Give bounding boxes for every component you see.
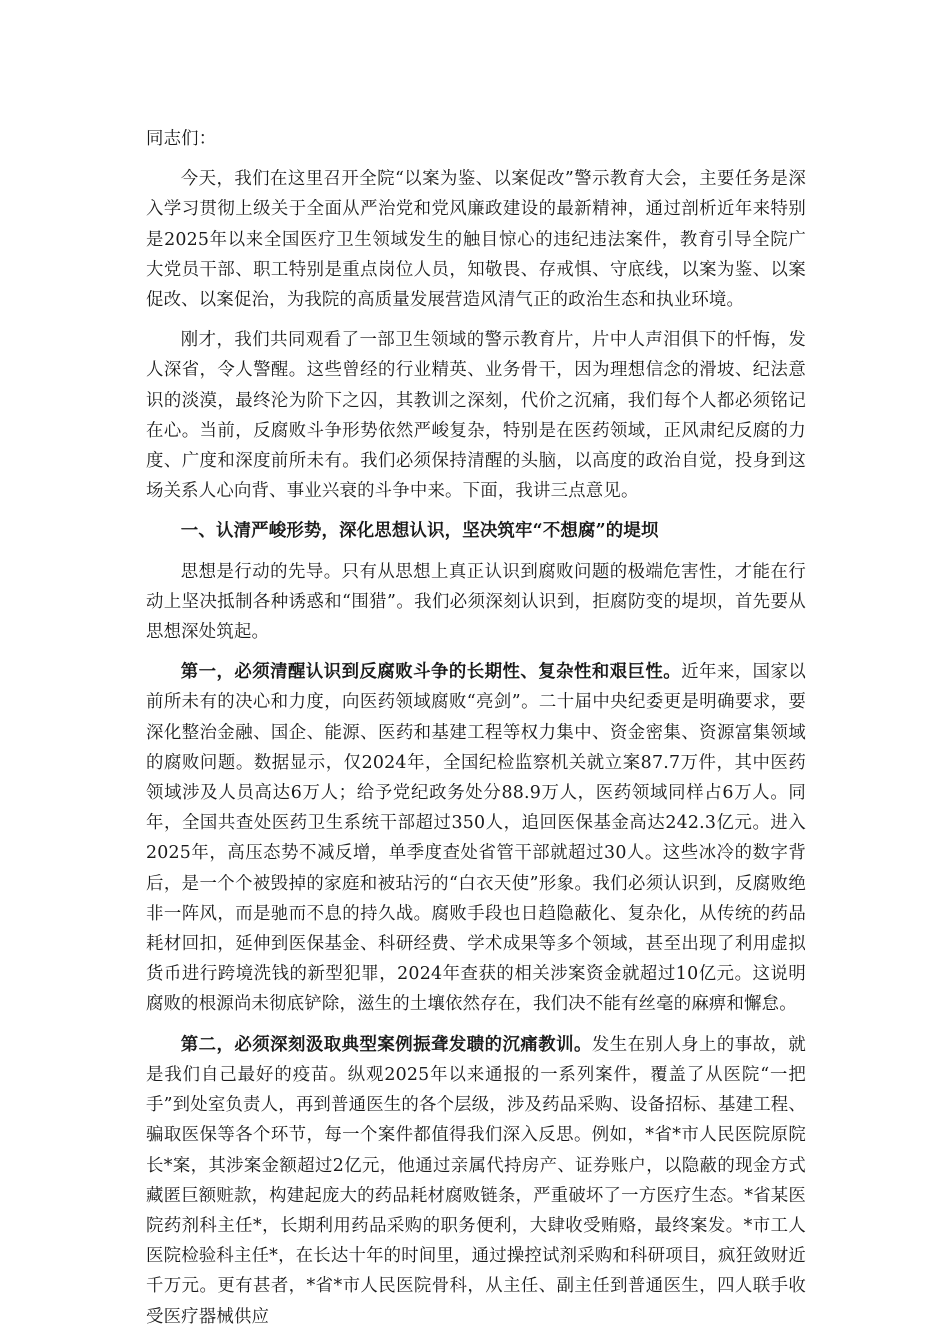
- section-heading: 一、认清严峻形势，深化思想认识，坚决筑牢“不想腐”的堤坝: [180, 521, 659, 542]
- document-body: [146, 124, 806, 1342]
- point-text-1: 近年来，国家以前所未有的决心和力度，向医药领域腐败“亮剑”。二十届中央纪委更是明确要求，要深化整治金融、国企、能源、医药和基建工程等权力集中、资金密集、资源富集领域的腐败问题。数据显示，仅2024年，全国纪检监察机关就立案87.7万件，其中医药领域涉及人员高达6万人；给予党纪政务处分88.9万人，医药领域同样占6万人。同年，全国共查处医药卫生系统干部超过350人，追回医保基金高达242.3亿元。进入2025年，高压态势不减反增，单季度查处省管干部就超过30人。这些冰冷的数字背后，是一个个被毁掉的家庭和被玷污的“白衣天使”形象。我们必须认识到，反腐败绝非一阵风，而是驰而不息的持久战。腐败手段也日趋隐蔽化、复杂化，从传统的药品耗材回扣，延伸到医保基金、科研经费、学术成果等多个领域，甚至出现了利用虚拟货币进行跨境洗钱的新型犯罪，2024年查获的相关涉案资金就超过10亿元。这说明腐败的根源尚未彻底铲除，滋生的土壤依然存在，我们决不能有丝毫的麻痹和懈怠。: [146, 662, 807, 1015]
- salutation: 同志们：: [146, 129, 217, 149]
- point-lead-2: 第二，必须深刻汲取典型案例振聋发聩的沉痛教训。: [180, 1034, 592, 1055]
- intro-paragraph-1: 今天，我们在这里召开全院“以案为鉴、以案促改”警示教育大会，主要任务是深入学习贯彻上级关于全面从严治党和党风廉政建设的最新精神，通过剖析近年来特别是2025年以来全国医疗卫生领域发生的触目惊心的违纪违法案件，教育引导全院广大党员干部、职工特别是重点岗位人员，知敬畏、存戒惧、守底线，以案为鉴、以案促改、以案促治，为我院的高质量发展营造风清气正的政治生态和执业环境。: [146, 169, 806, 311]
- point-paragraph-2: [146, 1030, 806, 1332]
- intro-paragraph-2: 刚才，我们共同观看了一部卫生领域的警示教育片，片中人声泪俱下的忏悔，发人深省，令人警醒。这些曾经的行业精英、业务骨干，因为理想信念的滑坡、纪法意识的淡漠，最终沦为阶下之囚，其教训之深刻，代价之沉痛，我们每个人都必须铭记在心。当前，反腐败斗争形势依然严峻复杂，特别是在医药领域，正风肃纪反腐的力度、广度和深度前所未有。我们必须保持清醒的头脑，以高度的政治自觉，投身到这场关系人心向背、事业兴衰的斗争中来。下面，我讲三点意见。: [146, 330, 806, 502]
- point-paragraph-1: [146, 657, 806, 1019]
- point-text-2: 发生在别人身上的事故，就是我们自己最好的疫苗。纵观2025年以来通报的一系列案件，覆盖了从医院“一把手”到处室负责人，再到普通医生的各个层级，涉及药品采购、设备招标、基建工程、骗取医保等各个环节，每一个案件都值得我们深入反思。例如，*省*市人民医院原院长*案，其涉案金额超过2亿元，他通过亲属代持房产、证券账户，以隐蔽的现金方式藏匿巨额赃款，构建起庞大的药品耗材腐败链条，严重破坏了一方医疗生态。*省某医院药剂科主任*，长期利用药品采购的职务便利，大肆收受贿赂，最终案发。*市工人医院检验科主任*，在长达十年的时间里，通过操控试剂采购和科研项目，疯狂敛财近千万元。更有甚者，*省*市人民医院骨科，从主任、副主任到普通医生，四人联手收受医疗器械供应: [146, 1034, 806, 1327]
- section-intro: 思想是行动的先导。只有从思想上真正认识到腐败问题的极端危害性，才能在行动上坚决抵制各种诱惑和“围猎”。我们必须深刻认识到，拒腐防变的堤坝，首先要从思想深处筑起。: [146, 561, 806, 643]
- point-lead-1: 第一，必须清醒认识到反腐败斗争的长期性、复杂性和艰巨性。: [180, 662, 682, 683]
